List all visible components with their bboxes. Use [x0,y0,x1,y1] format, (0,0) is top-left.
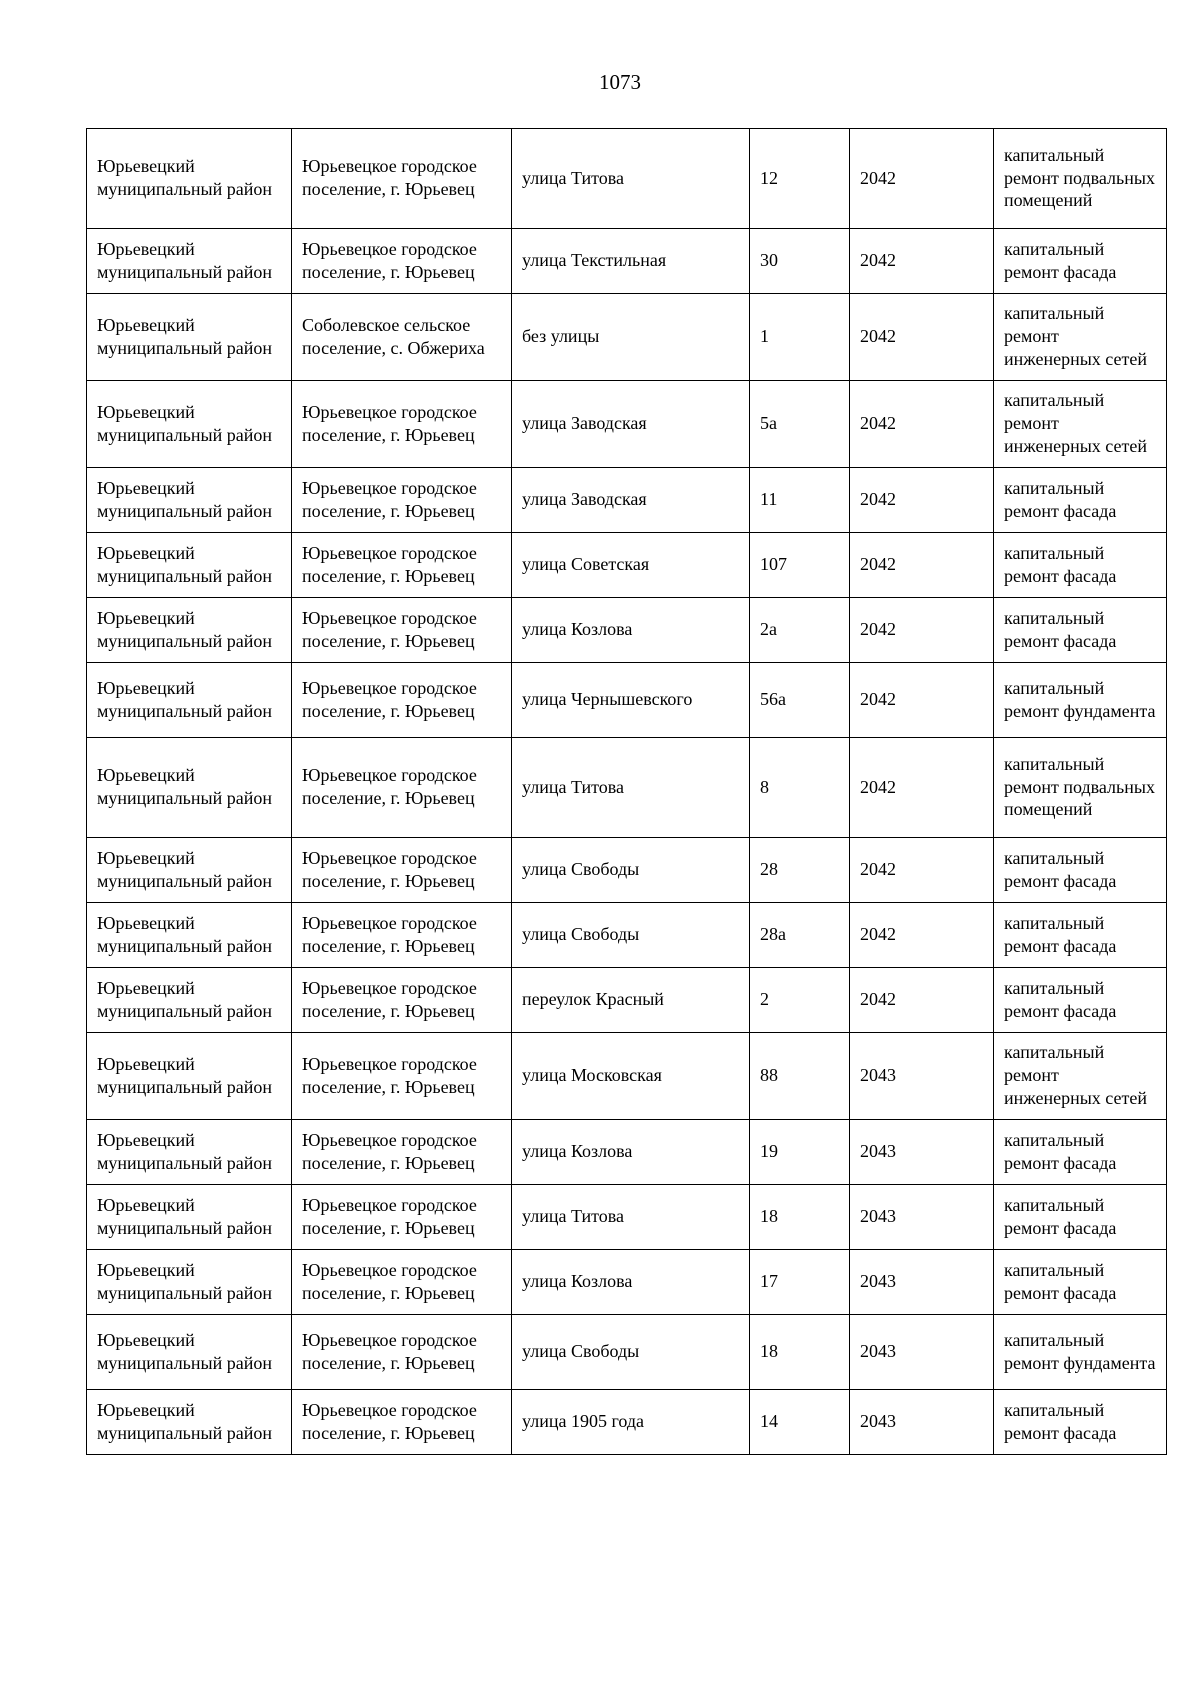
house-number-cell: 2 [750,968,850,1033]
street-cell: улица Козлова [512,1120,750,1185]
year-cell: 2042 [850,968,994,1033]
district-cell: Юрьевецкий муниципальный район [87,598,292,663]
page-number: 1073 [599,70,641,94]
table-row [87,598,1167,663]
work-type-cell: капитальный ремонт фундамента [994,1315,1167,1390]
house-number-cell: 17 [750,1250,850,1315]
year-cell: 2042 [850,294,994,381]
house-number-cell: 5а [750,381,850,468]
year-cell: 2043 [850,1033,994,1120]
street-cell: улица Свободы [512,838,750,903]
table-row [87,294,1167,381]
street-cell: улица Титова [512,738,750,838]
year-cell: 2042 [850,129,994,229]
year-cell: 2043 [850,1390,994,1455]
district-cell: Юрьевецкий муниципальный район [87,1033,292,1120]
district-cell: Юрьевецкий муниципальный район [87,1250,292,1315]
street-cell: улица Заводская [512,468,750,533]
district-cell: Юрьевецкий муниципальный район [87,1120,292,1185]
district-cell: Юрьевецкий муниципальный район [87,663,292,738]
work-type-cell: капитальный ремонт фасада [994,838,1167,903]
house-number-cell: 8 [750,738,850,838]
table-row [87,903,1167,968]
table-row [87,1250,1167,1315]
district-cell: Юрьевецкий муниципальный район [87,533,292,598]
work-type-cell: капитальный ремонт инженерных сетей [994,381,1167,468]
work-type-cell: капитальный ремонт инженерных сетей [994,1033,1167,1120]
district-cell: Юрьевецкий муниципальный район [87,129,292,229]
table-row [87,738,1167,838]
street-cell: без улицы [512,294,750,381]
street-cell: улица Козлова [512,598,750,663]
settlement-cell: Юрьевецкое городское поселение, г. Юрьевец [292,598,512,663]
district-cell: Юрьевецкий муниципальный район [87,838,292,903]
house-number-cell: 12 [750,129,850,229]
street-cell: улица Козлова [512,1250,750,1315]
settlement-cell: Соболевское сельское поселение, с. Обжериха [292,294,512,381]
street-cell: улица Свободы [512,903,750,968]
house-number-cell: 88 [750,1033,850,1120]
house-number-cell: 107 [750,533,850,598]
settlement-cell: Юрьевецкое городское поселение, г. Юрьевец [292,838,512,903]
house-number-cell: 18 [750,1185,850,1250]
year-cell: 2043 [850,1120,994,1185]
year-cell: 2042 [850,663,994,738]
table-row [87,838,1167,903]
work-type-cell: капитальный ремонт фасада [994,1185,1167,1250]
repair-schedule-table [86,128,1167,1455]
street-cell: улица Текстильная [512,229,750,294]
street-cell: улица Чернышевского [512,663,750,738]
work-type-cell: капитальный ремонт фасада [994,229,1167,294]
settlement-cell: Юрьевецкое городское поселение, г. Юрьевец [292,229,512,294]
table-row [87,1033,1167,1120]
district-cell: Юрьевецкий муниципальный район [87,1315,292,1390]
district-cell: Юрьевецкий муниципальный район [87,381,292,468]
house-number-cell: 14 [750,1390,850,1455]
work-type-cell: капитальный ремонт фасада [994,1390,1167,1455]
work-type-cell: капитальный ремонт фасада [994,1120,1167,1185]
district-cell: Юрьевецкий муниципальный район [87,468,292,533]
district-cell: Юрьевецкий муниципальный район [87,229,292,294]
house-number-cell: 19 [750,1120,850,1185]
settlement-cell: Юрьевецкое городское поселение, г. Юрьевец [292,129,512,229]
house-number-cell: 18 [750,1315,850,1390]
year-cell: 2043 [850,1315,994,1390]
street-cell: улица Московская [512,1033,750,1120]
settlement-cell: Юрьевецкое городское поселение, г. Юрьевец [292,1390,512,1455]
street-cell: улица Заводская [512,381,750,468]
table-row [87,533,1167,598]
house-number-cell: 11 [750,468,850,533]
house-number-cell: 28 [750,838,850,903]
work-type-cell: капитальный ремонт подвальных помещений [994,738,1167,838]
house-number-cell: 28а [750,903,850,968]
table-row [87,663,1167,738]
year-cell: 2042 [850,598,994,663]
street-cell: улица Титова [512,1185,750,1250]
table-row [87,1185,1167,1250]
street-cell: переулок Красный [512,968,750,1033]
work-type-cell: капитальный ремонт фасада [994,598,1167,663]
settlement-cell: Юрьевецкое городское поселение, г. Юрьевец [292,1250,512,1315]
house-number-cell: 1 [750,294,850,381]
district-cell: Юрьевецкий муниципальный район [87,968,292,1033]
district-cell: Юрьевецкий муниципальный район [87,1185,292,1250]
work-type-cell: капитальный ремонт подвальных помещений [994,129,1167,229]
settlement-cell: Юрьевецкое городское поселение, г. Юрьевец [292,381,512,468]
district-cell: Юрьевецкий муниципальный район [87,738,292,838]
table-row [87,129,1167,229]
district-cell: Юрьевецкий муниципальный район [87,1390,292,1455]
year-cell: 2043 [850,1185,994,1250]
table-row [87,229,1167,294]
work-type-cell: капитальный ремонт фундамента [994,663,1167,738]
table-row [87,468,1167,533]
settlement-cell: Юрьевецкое городское поселение, г. Юрьевец [292,533,512,598]
settlement-cell: Юрьевецкое городское поселение, г. Юрьевец [292,1033,512,1120]
street-cell: улица Титова [512,129,750,229]
year-cell: 2042 [850,468,994,533]
house-number-cell: 2а [750,598,850,663]
year-cell: 2042 [850,381,994,468]
street-cell: улица Советская [512,533,750,598]
work-type-cell: капитальный ремонт инженерных сетей [994,294,1167,381]
year-cell: 2043 [850,1250,994,1315]
district-cell: Юрьевецкий муниципальный район [87,294,292,381]
settlement-cell: Юрьевецкое городское поселение, г. Юрьевец [292,1315,512,1390]
year-cell: 2042 [850,229,994,294]
year-cell: 2042 [850,738,994,838]
table-row [87,968,1167,1033]
table-row [87,1390,1167,1455]
settlement-cell: Юрьевецкое городское поселение, г. Юрьевец [292,468,512,533]
work-type-cell: капитальный ремонт фасада [994,903,1167,968]
year-cell: 2042 [850,903,994,968]
settlement-cell: Юрьевецкое городское поселение, г. Юрьевец [292,968,512,1033]
house-number-cell: 56а [750,663,850,738]
year-cell: 2042 [850,533,994,598]
table-row [87,1120,1167,1185]
settlement-cell: Юрьевецкое городское поселение, г. Юрьевец [292,738,512,838]
table-row [87,1315,1167,1390]
house-number-cell: 30 [750,229,850,294]
district-cell: Юрьевецкий муниципальный район [87,903,292,968]
work-type-cell: капитальный ремонт фасада [994,968,1167,1033]
settlement-cell: Юрьевецкое городское поселение, г. Юрьевец [292,663,512,738]
table-row [87,381,1167,468]
settlement-cell: Юрьевецкое городское поселение, г. Юрьевец [292,1120,512,1185]
settlement-cell: Юрьевецкое городское поселение, г. Юрьевец [292,903,512,968]
settlement-cell: Юрьевецкое городское поселение, г. Юрьевец [292,1185,512,1250]
year-cell: 2042 [850,838,994,903]
work-type-cell: капитальный ремонт фасада [994,468,1167,533]
work-type-cell: капитальный ремонт фасада [994,533,1167,598]
work-type-cell: капитальный ремонт фасада [994,1250,1167,1315]
street-cell: улица Свободы [512,1315,750,1390]
street-cell: улица 1905 года [512,1390,750,1455]
